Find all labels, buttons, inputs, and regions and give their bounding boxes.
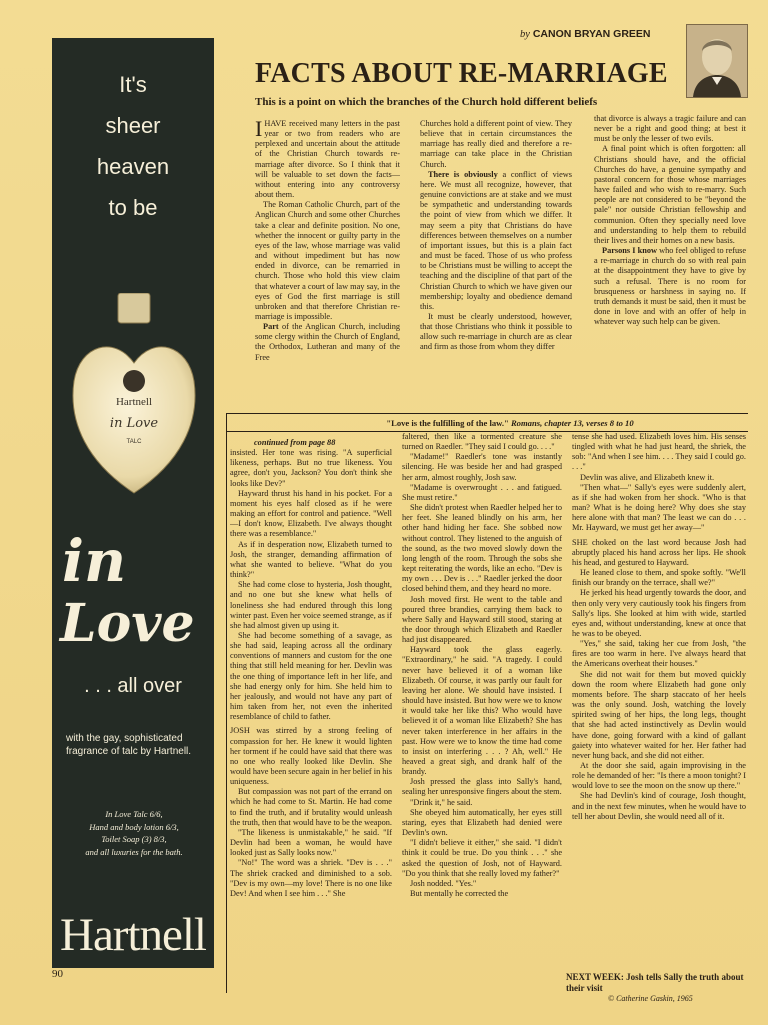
- story-paragraph: Hayward thrust his hand in his pocket. For a moment his eyes half closed as if he were making an effort for control and patience. "Well—I don't know, Elizabeth. I've always thought there was a resemblance.": [230, 488, 392, 539]
- story-paragraph: "Then what—" Sally's eyes were suddenly alert, as if she had woken from her shock. "Who is that man? What is he doing here? Why does she stay here alone with that man? The least we can do . . . Mr. Hayward, we must get her away—": [572, 482, 746, 533]
- story-paragraph: She obeyed him automatically, her eyes still staring, eyes that Elizabeth had denied were Devlin's own.: [402, 807, 562, 838]
- advert-brand-logo: Hartnell: [60, 909, 206, 961]
- headline-line: It's: [119, 72, 147, 97]
- next-week-teaser: NEXT WEEK: Josh tells Sally the truth about their visit: [566, 972, 744, 993]
- bottle-brand-text: Hartnell: [115, 396, 153, 408]
- author-photo: [686, 24, 748, 98]
- article-title: FACTS ABOUT RE-MARRIAGE: [255, 58, 668, 89]
- paragraph-lead: There is obviously: [428, 169, 498, 179]
- article-paragraph: HAVE received many letters in the past year or two from readers who are perplexed and uncertain about the attitude of the Christian Church towards re-marriage after divorce. So I think that it will be valuable to set down the facts—without entering into any controversy about them.: [255, 119, 400, 200]
- story-paragraph: "Yes," she said, taking her cue from Josh, "the fires are too warm in here. I've always heard that the Americans overheat their houses.": [572, 639, 746, 669]
- column-divider: [226, 413, 227, 993]
- story-column-3: [572, 432, 746, 964]
- article-subtitle: This is a point on which the branches of the Church hold different beliefs: [255, 96, 598, 108]
- divider-top: [226, 413, 748, 414]
- story-paragraph: "I didn't believe it either," she said. "I didn't think it could be true. Do you think . . ." she asked the question of Josh, not of Hayward. "Do you think that she really loved my father?": [402, 838, 562, 878]
- story-paragraph: She had become something of a savage, as she had said, leaping across all the ordinary conventions of manners and custom for the one thing that still held meaning for her. Devlin was the one thing of importance left in her life, and she had energy only for him. She held him to her jealously, and would not have any part of him taken from her, not even the inherited resemblance of child to father.: [230, 630, 392, 722]
- paragraph-lead: Parsons I know: [602, 246, 657, 256]
- article-column-3: [594, 114, 746, 409]
- advert-description: with the gay, sophisticated fragrance of talc by Hartnell.: [66, 733, 192, 757]
- story-paragraph: "The likeness is unmistakable," he said. "If Devlin had been a woman, he would have looked just as Sally looks now.": [230, 827, 392, 858]
- story-paragraph: JOSH was stirred by a strong feeling of compassion for her. He knew it would lighten her torment if he could have said that there was no one who really looked like Devlin. She would have been secure again in her belief in his uniqueness.: [230, 726, 392, 787]
- story-column-2: [402, 432, 562, 988]
- article-paragraph: The Roman Catholic Church, part of the Anglican Church and some other Churches take a clear and definite position. No one, whether the innocent or guilty party in the eyes of the law, whose marriage was valid and without impediment but has now ended in divorce, can be remarried in church. Those who hold this view claim that whatever a court of law may say, in the eyes of God the first marriage is still unbroken and that therefore Christian re-marriage is impossible.: [255, 200, 400, 321]
- headline-line: to be: [108, 195, 158, 220]
- story-paragraph: She didn't protest when Raedler helped her to her feet. She leaned blindly on his arm, her other hand hiding her face. She sobbed now without control. They listened to the anguish of the sound, as the two moved slowly down the long length of the room. Through the sobs she kept reiterating the words, like an echo. "Dev is my own . . . Dev is . . ." Raedler jerked the door closed behind them, and they heard no more.: [402, 503, 562, 594]
- story-paragraph: "Madame is overwrought . . . and fatigued. She must retire.": [402, 482, 562, 502]
- story-paragraph: SHE choked on the last word because Josh had abruptly placed his hand across her lips. He shook his head, and gestured to Hayward.: [572, 537, 746, 567]
- hartnell-advert: [52, 38, 214, 968]
- price-line: In Love Talc 6/6,: [105, 809, 163, 819]
- story-paragraph: But compassion was not part of the errand on which he had come to St. Martin. He had come to find the truth, and if brutality would unleash the truth, then that would have to be the weapon.: [230, 787, 392, 827]
- article-column-1: [255, 119, 400, 409]
- story-paragraph: insisted. Her tone was rising. "A superficial likeness, perhaps. But no true likeness. You agree, don't you, Jackson? You don't think she looks like Dev?": [230, 448, 392, 488]
- page-number: 90: [52, 968, 63, 980]
- story-paragraph: Josh nodded. "Yes.": [410, 878, 477, 888]
- story-paragraph: She had come close to hysteria, Josh thought, and no one but she knew what hells of loneliness she had endured through this long winter past. Even her voice seemed strange, as if she had almost given up using it.: [230, 580, 392, 630]
- talc-bottle-image: [68, 293, 200, 505]
- story-paragraph: tense she had used. Elizabeth loves him. His senses tingled with what he had just heard, the shriek, the sob: "And when I see him. . . . They said I could go. . . .": [572, 432, 746, 472]
- story-paragraph: Josh pressed the glass into Sally's hand, sealing her unresponsive fingers about the stem.: [402, 777, 562, 797]
- story-paragraph: He jerked his head urgently towards the door, and then only very very cautiously took his fingers from Sally's lips. She looked at him with wide, startled eyes and, without understanding, knew at once that he was to be obeyed.: [572, 588, 746, 638]
- story-paragraph: She had Devlin's kind of courage, Josh thought, and in the next few minutes, when he would have to tell her about Devlin, she would need all of it.: [572, 791, 746, 821]
- story-paragraph: Josh moved first. He went to the table and poured three brandies, carrying them back to where Sally and Hayward still stood, staring at the door through which Elizabeth and Raedler had just disappeared.: [402, 594, 562, 645]
- advert-script-love: Love: [60, 593, 195, 654]
- price-line: and all luxuries for the bath.: [85, 846, 183, 857]
- bottle-type-text: TALC: [126, 439, 142, 445]
- drop-cap: I: [255, 119, 263, 141]
- advert-script-in: in: [62, 527, 127, 595]
- bottle-script-text: in Love: [109, 416, 159, 431]
- paragraph-lead: Part: [263, 322, 279, 332]
- continued-note: continued from page 88: [254, 438, 336, 447]
- article-paragraph: A final point which is often forgotten: all Christians should have, and the official Churches do have, a genuine sympathy and pastoral concern for those whose marriages have failed and who wish to re-marry. Such people are not considered to be "beyond the pale" nor outside Christian fellowship and communion. Often they specially need love and understanding to help them to rebuild their lives and their homes on a new basis.: [594, 144, 746, 245]
- story-paragraph: But mentally he corrected the: [410, 889, 509, 899]
- byline-author: CANON BRYAN GREEN: [532, 28, 651, 40]
- headline-line: sheer: [105, 113, 161, 138]
- byline-prefix: by: [520, 29, 530, 40]
- story-paragraph: At the door she said, again improvising in the role he demanded of her: "Is there a moon tonight? I would love to see the moon on the snow up there.": [572, 761, 746, 791]
- advert-headline: [52, 64, 214, 228]
- article-paragraph: a conflict of views here. We must all recognize, however, that genuine convictions are at stake and we must be sympathetic and understanding towards the point of view from which we differ. It may seem a pity that Christians do have differences between themselves on a number of important issues, but this is a plain fact and must be faced. Those of us who profess to be Christians must be willing to accept the teaching and the discipline of that part of the Christian Church to which we have given our membership; loyalty and obedience demand this.: [420, 169, 572, 311]
- article-paragraph: Churches hold a different point of view. They believe that in certain circumstances the marriage has really died and therefore a re-marriage can take place in the Christian Church.: [420, 119, 572, 169]
- story-paragraph: "Drink it," he said.: [410, 797, 473, 807]
- copyright-notice: © Catherine Gaskin, 1965: [608, 994, 693, 1003]
- article-paragraph: It must be clearly understood, however, that those Christians who think it possible to allow such re-marriage in church are as clear and firm as those from whom they differ: [420, 311, 572, 352]
- byline: [520, 28, 651, 40]
- article-paragraph: who feel obliged to refuse a re-marriage in church do so with real pain at the disappointment they have to give by such a refusal. There is no room for brusqueness or harshness in saying no. If truth demands it must be said, then it must be done in love and with an offer of help in whatever way such help can be given.: [594, 246, 746, 327]
- quote-text: "Love is the fulfilling of the law.": [386, 418, 509, 428]
- story-paragraph: "Madame!" Raedler's tone was instantly silencing. He was beside her and had grasped her arm, almost roughly, Josh saw.: [402, 452, 562, 482]
- article-paragraph: that divorce is always a tragic failure and can never be a right and good thing; at best it must be only the lesser of two evils.: [594, 114, 746, 144]
- article-column-2: [420, 119, 572, 409]
- story-paragraph: He leaned close to them, and spoke softly. "We'll finish our brandy on the terrace, shall we?": [572, 568, 746, 588]
- scripture-quote: [300, 418, 720, 428]
- story-paragraph: She did not wait for them but moved quickly down the room where Elizabeth had gone only moments before. The sharp staccato of her heels was the only sound. Josh, watching the lovely spirited swing of her hips, the long legs, thought that she had acted instinctively as Devlin would have done, going forward with a kind of gallant gaiety into whatever waited for her. Her father had never hung back, and she did not either.: [572, 669, 746, 760]
- quote-reference: Romans, chapter 13, verses 8 to 10: [510, 418, 634, 428]
- price-line: Toilet Soap (3) 8/3,: [101, 834, 167, 844]
- article-paragraph: of the Anglican Church, including some clergy within the Church of England, the Orthodox, Lutheran and many of the Free: [255, 322, 400, 362]
- story-paragraph: Devlin was alive, and Elizabeth knew it.: [580, 472, 715, 482]
- story-paragraph: faltered, then like a tormented creature she turned on Raedler. "They said I could go. . . .": [402, 432, 562, 452]
- headline-line: heaven: [96, 154, 170, 179]
- advert-prices: [64, 808, 204, 858]
- story-paragraph: As if in desperation now, Elizabeth turned to Josh, the stranger, demanding affirmation of what she wanted to believe. "What do you think?": [230, 539, 392, 580]
- advert-all-over: . . . all over: [84, 675, 182, 697]
- story-paragraph: Hayward took the glass eagerly. "Extraordinary," he said. "A tragedy. I could never have believed it of a woman like Elizabeth. Of course, it was partly our fault for leaving her alone. We should have insisted. I should have insisted. But how were we to know it would take her like this? Who would have believed it of a woman like Elizabeth? She has never taken interference in her affairs in the past. How were we to know the time had come to insist on interfering . . . ? Ah, well." He heaved a great sigh, and drank half of the brandy.: [402, 645, 562, 777]
- story-column-1: [230, 438, 392, 988]
- story-paragraph: "No!" The word was a shriek. "Dev is . . ." The shriek cracked and diminished to a sob. "Dev is my own—my love! There is no one like Dev! And when I see him . . ." She: [230, 858, 392, 898]
- price-line: Hand and body lotion 6/3,: [89, 821, 179, 832]
